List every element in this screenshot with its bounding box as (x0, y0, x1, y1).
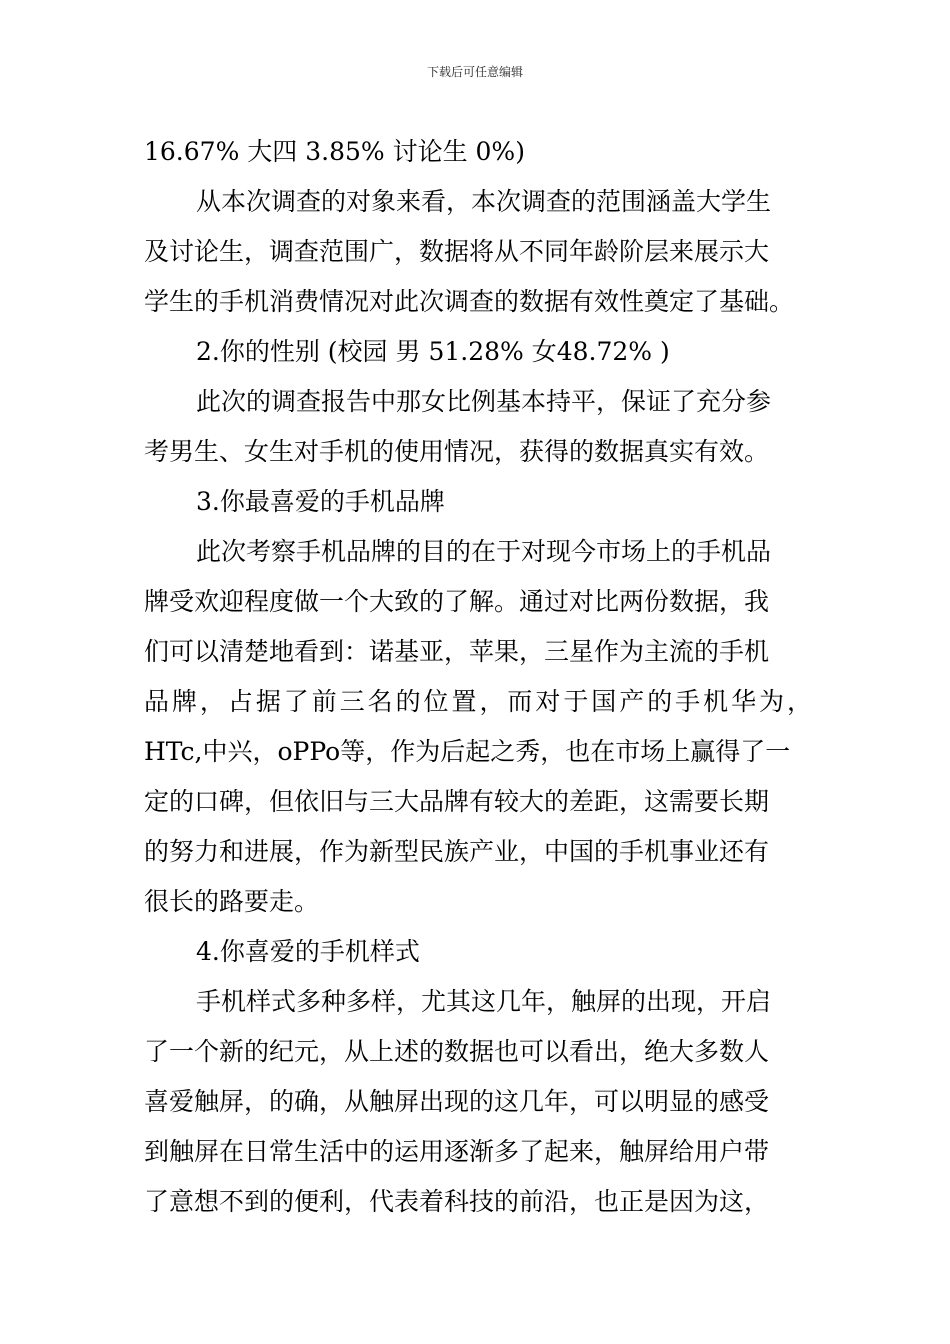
text-line: 们可以清楚地看到：诺基亚，苹果，三星作为主流的手机 (144, 637, 770, 666)
text-line: 了一个新的纪元，从上述的数据也可以看出，绝大多数人 (144, 1037, 770, 1066)
text-line: 4.你喜爱的手机样式 (196, 937, 420, 966)
text-line: 很长的路要走。 (144, 887, 320, 916)
text-line: 品牌，占据了前三名的位置，而对于国产的手机华为， (144, 687, 812, 716)
text-line: 手机样式多种多样，尤其这几年，触屏的出现，开启 (196, 987, 772, 1016)
text-line: 到触屏在日常生活中的运用逐渐多了起来，触屏给用户带 (144, 1137, 770, 1166)
text-line: 此次考察手机品牌的目的在于对现今市场上的手机品 (196, 537, 772, 566)
text-line: 学生的手机消费情况对此次调查的数据有效性奠定了基础。 (144, 287, 795, 316)
text-line: 从本次调查的对象来看，本次调查的范围涵盖大学生 (196, 187, 772, 216)
text-line: 牌受欢迎程度做一个大致的了解。通过对比两份数据，我 (144, 587, 770, 616)
text-line: 3.你最喜爱的手机品牌 (196, 487, 445, 516)
text-line: 喜爱触屏，的确，从触屏出现的这几年，可以明显的感受 (144, 1087, 770, 1116)
text-line: 此次的调查报告中那女比例基本持平，保证了充分参 (196, 387, 772, 416)
text-line: 16.67% 大四 3.85% 讨论生 0%) (144, 137, 525, 166)
text-line: 的努力和进展，作为新型民族产业，中国的手机事业还有 (144, 837, 770, 866)
text-line: 2.你的性别 (校园 男 51.28% 女48.72% ) (196, 337, 670, 366)
text-line: 及讨论生，调查范围广，数据将从不同年龄阶层来展示大 (144, 237, 770, 266)
document-body (144, 127, 812, 1227)
text-line: HTc,中兴，oPPo等，作为后起之秀，也在市场上赢得了一 (144, 737, 791, 766)
text-line: 定的口碑，但依旧与三大品牌有较大的差距，这需要长期 (144, 787, 770, 816)
text-line: 了意想不到的便利，代表着科技的前沿，也正是因为这， (144, 1187, 770, 1216)
text-line: 考男生、女生对手机的使用情况，获得的数据真实有效。 (144, 437, 770, 466)
page-header: 下载后可任意编辑 (426, 65, 523, 79)
